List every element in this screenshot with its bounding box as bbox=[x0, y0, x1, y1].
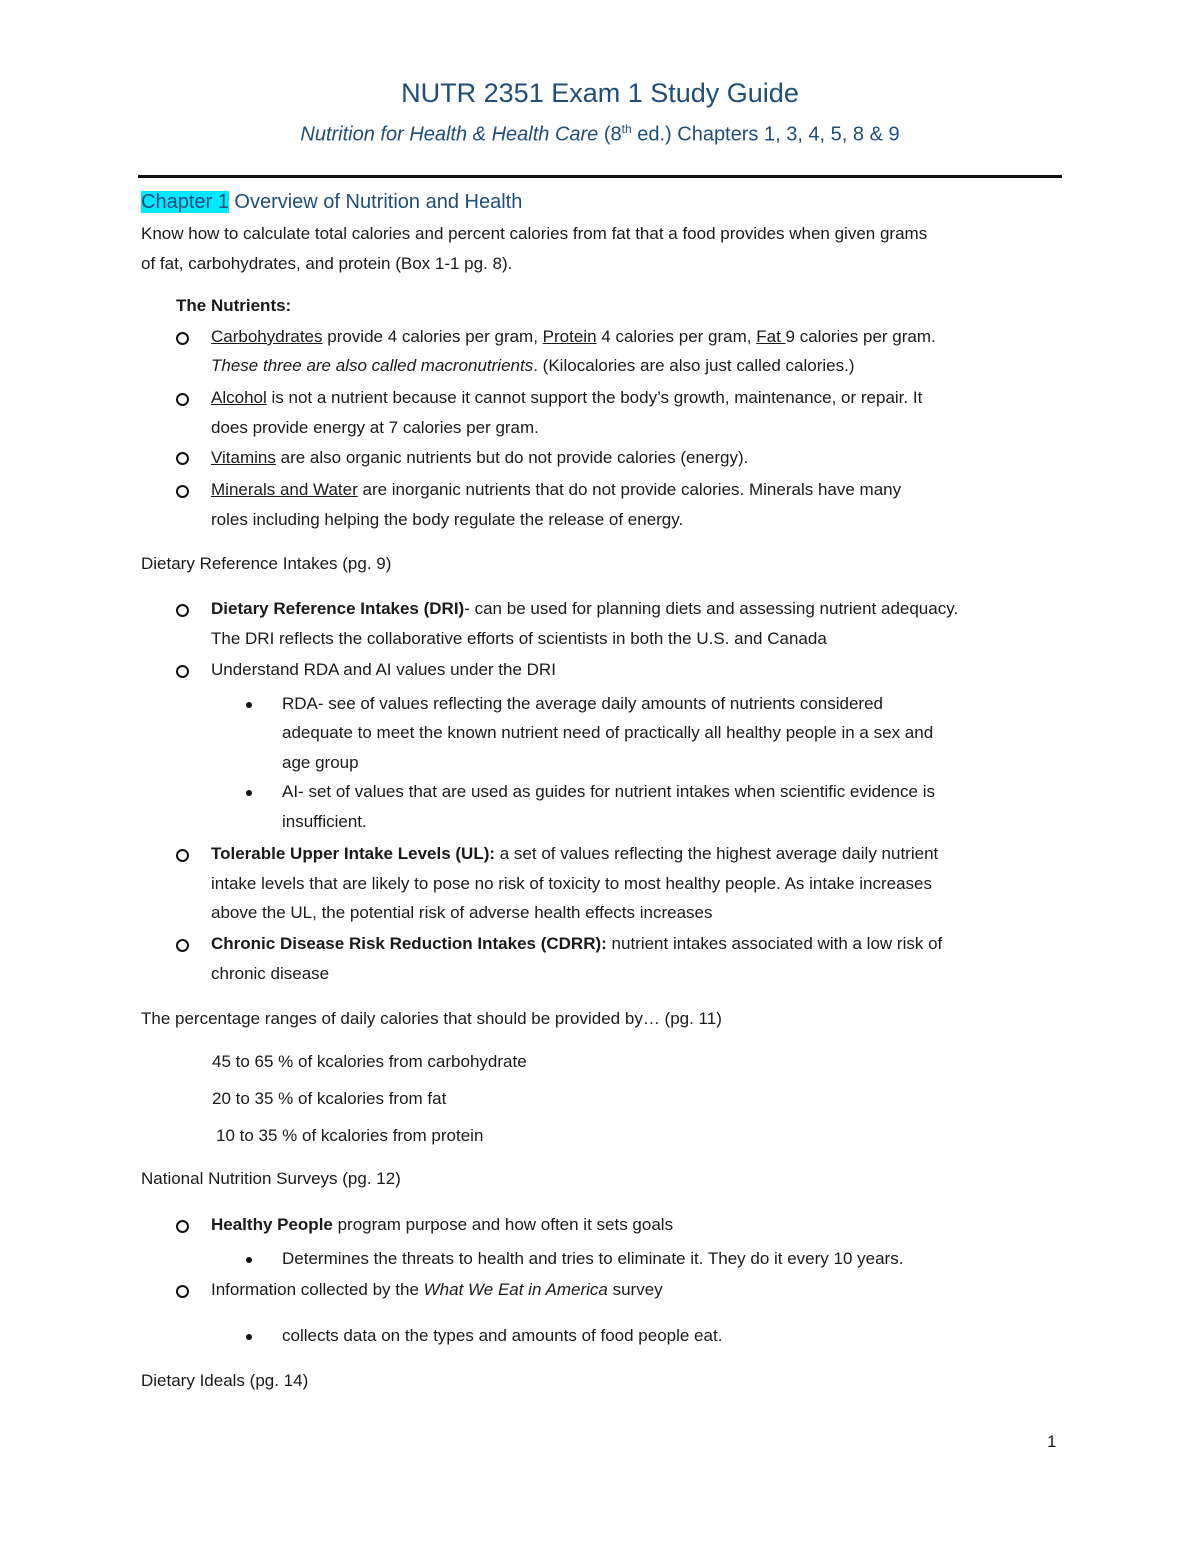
rda-line-2: adequate to meet the known nutrient need of practically all healthy people in a sex and bbox=[282, 723, 934, 742]
wwe-sub: collects data on the types and amounts of food people eat. bbox=[282, 1326, 723, 1345]
carbohydrates-term: Carbohydrates bbox=[211, 327, 323, 346]
surveys-heading: National Nutrition Surveys (pg. 12) bbox=[141, 1169, 401, 1188]
rda-line-3: age group bbox=[282, 753, 359, 772]
cdrr-line-2: chronic disease bbox=[211, 964, 330, 983]
book-title: Nutrition for Health & Health Care bbox=[300, 123, 599, 146]
page-number: 1 bbox=[1047, 1432, 1057, 1451]
vitamins-text: are also organic nutrients but do not provide calories (energy). bbox=[275, 448, 749, 467]
protein-text: 4 calories per gram, bbox=[596, 327, 757, 346]
macronutrients-note: These three are also called macronutrients bbox=[211, 356, 534, 375]
rda-line-1: RDA- see of values reflecting the average daily amounts of nutrients considered bbox=[282, 694, 883, 713]
circle-bullet-icon bbox=[176, 452, 189, 465]
bullet-dot-icon bbox=[246, 1257, 252, 1263]
bullet-dot-icon bbox=[246, 702, 252, 708]
cdrr-item bbox=[211, 934, 942, 954]
wwe-post: survey bbox=[607, 1280, 663, 1299]
wwe-pre: Information collected by the bbox=[211, 1280, 424, 1299]
circle-bullet-icon bbox=[176, 393, 189, 406]
circle-bullet-icon bbox=[176, 665, 189, 678]
circle-bullet-icon bbox=[176, 485, 189, 498]
circle-bullet-icon bbox=[176, 849, 189, 862]
dri-item bbox=[211, 599, 958, 619]
alcohol-text: is not a nutrient because it cannot support the body’s growth, maintenance, or repair. It bbox=[266, 388, 923, 407]
ul-term: Tolerable Upper Intake Levels (UL): bbox=[211, 844, 496, 863]
chapter-label: Chapter 1 bbox=[141, 191, 229, 213]
nutrient-item-macros bbox=[211, 327, 936, 347]
intro-line-2: of fat, carbohydrates, and protein (Box 1-1 pg. 8). bbox=[141, 254, 513, 273]
chapter-heading bbox=[141, 191, 522, 214]
intro-line-1: Know how to calculate total calories and percent calories from fat that a food provides when given grams bbox=[141, 224, 928, 243]
healthy-people-sub: Determines the threats to health and tries to eliminate it. They do it every 10 years. bbox=[282, 1249, 904, 1268]
range-protein: 10 to 35 % of kcalories from protein bbox=[216, 1126, 484, 1145]
cdrr-term: Chronic Disease Risk Reduction Intakes (CDRR): bbox=[211, 934, 607, 953]
edition-open: (8 bbox=[598, 123, 622, 146]
minerals-text: are inorganic nutrients that do not provide calories. Minerals have many bbox=[357, 480, 902, 499]
bullet-dot-icon bbox=[246, 1334, 252, 1340]
range-carbohydrate: 45 to 65 % of kcalories from carbohydrate bbox=[212, 1052, 527, 1071]
nutrient-item-alcohol-line2: does provide energy at 7 calories per gram. bbox=[211, 418, 539, 437]
fat-term: Fat bbox=[756, 327, 786, 346]
cdrr-text: nutrient intakes associated with a low risk of bbox=[606, 934, 943, 953]
circle-bullet-icon bbox=[176, 604, 189, 617]
dri-item-line2: The DRI reflects the collaborative efforts of scientists in both the U.S. and Canada bbox=[211, 629, 827, 648]
bullet-dot-icon bbox=[246, 790, 252, 796]
ul-line-2: intake levels that are likely to pose no risk of toxicity to most healthy people. As intake increases bbox=[211, 874, 932, 893]
fat-text: 9 calories per gram. bbox=[785, 327, 936, 346]
chapter-title: Overview of Nutrition and Health bbox=[228, 191, 523, 213]
ai-line-2: insufficient. bbox=[282, 812, 367, 831]
ul-item bbox=[211, 844, 938, 864]
ul-line-3: above the UL, the potential risk of adverse health effects increases bbox=[211, 903, 713, 922]
edition-sup: th bbox=[621, 122, 632, 136]
protein-term: Protein bbox=[542, 327, 597, 346]
vitamins-term: Vitamins bbox=[211, 448, 276, 467]
healthy-people-item bbox=[211, 1215, 673, 1235]
circle-bullet-icon bbox=[176, 939, 189, 952]
minerals-water-term: Minerals and Water bbox=[211, 480, 358, 499]
header-divider bbox=[138, 175, 1062, 178]
healthy-people-term: Healthy People bbox=[211, 1215, 333, 1234]
circle-bullet-icon bbox=[176, 332, 189, 345]
page-title: NUTR 2351 Exam 1 Study Guide bbox=[401, 78, 799, 108]
ai-line-1: AI- set of values that are used as guides for nutrient intakes when scientific evidence is bbox=[282, 782, 935, 801]
circle-bullet-icon bbox=[176, 1220, 189, 1233]
nutrient-item-vitamins bbox=[211, 448, 748, 468]
kilocalories-note: . (Kilocalories are also just called calories.) bbox=[533, 356, 855, 375]
range-fat: 20 to 35 % of kcalories from fat bbox=[212, 1089, 447, 1108]
ul-text: a set of values reflecting the highest average daily nutrient bbox=[495, 844, 939, 863]
nutrient-item-minerals bbox=[211, 480, 901, 500]
dri-text: - can be used for planning diets and assessing nutrient adequacy. bbox=[464, 599, 959, 618]
carb-text: provide 4 calories per gram, bbox=[322, 327, 543, 346]
rda-ai-item: Understand RDA and AI values under the DRI bbox=[211, 660, 556, 679]
dri-heading: Dietary Reference Intakes (pg. 9) bbox=[141, 554, 392, 573]
circle-bullet-icon bbox=[176, 1285, 189, 1298]
nutrient-item-minerals-line2: roles including helping the body regulate the release of energy. bbox=[211, 510, 684, 529]
nutrients-heading: The Nutrients: bbox=[176, 296, 292, 315]
page-subtitle bbox=[0, 122, 1200, 147]
healthy-people-text: program purpose and how often it sets goals bbox=[332, 1215, 674, 1234]
alcohol-term: Alcohol bbox=[211, 388, 267, 407]
ideals-heading: Dietary Ideals (pg. 14) bbox=[141, 1371, 309, 1390]
wwe-item bbox=[211, 1280, 663, 1300]
nutrient-item-macros-line2 bbox=[211, 356, 854, 376]
ranges-heading: The percentage ranges of daily calories that should be provided by… (pg. 11) bbox=[141, 1009, 722, 1028]
nutrient-item-alcohol bbox=[211, 388, 922, 408]
wwe-survey-name: What We Eat in America bbox=[423, 1280, 608, 1299]
chapters-list: ed.) Chapters 1, 3, 4, 5, 8 & 9 bbox=[631, 123, 900, 146]
dri-term: Dietary Reference Intakes (DRI) bbox=[211, 599, 465, 618]
